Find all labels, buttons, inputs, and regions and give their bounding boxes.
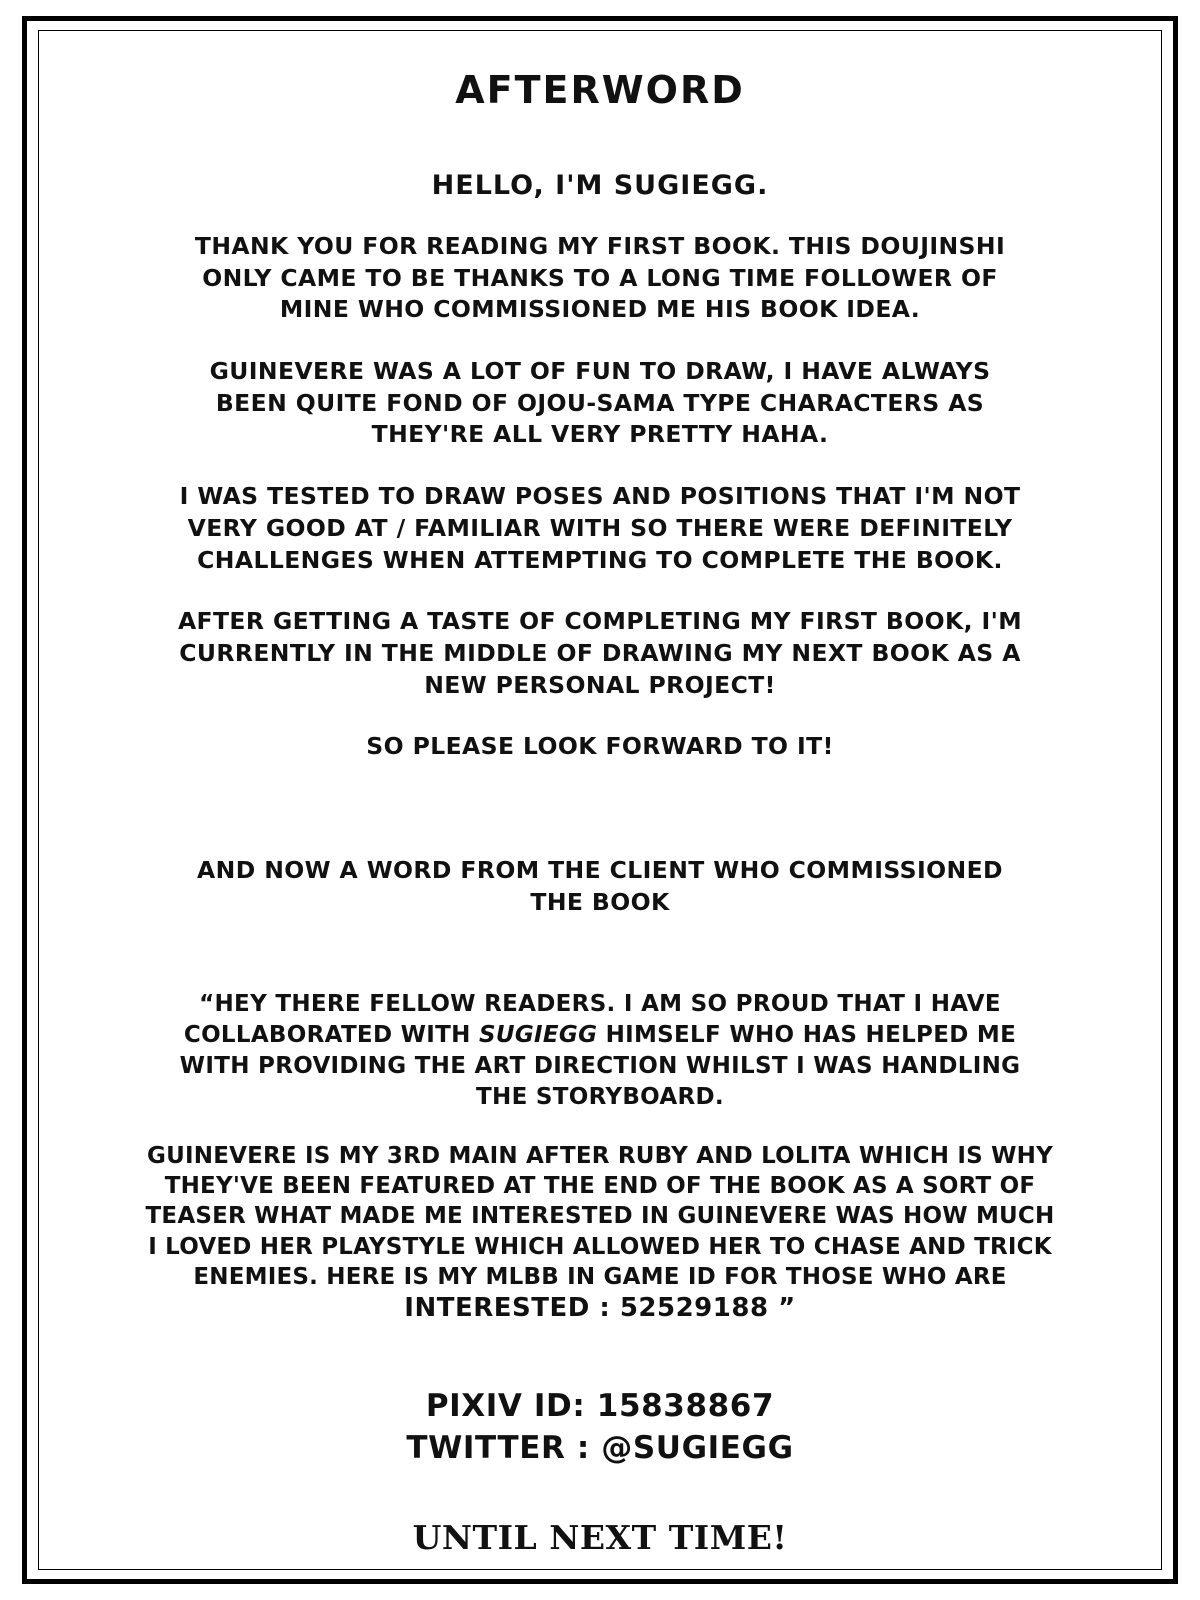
client-game-id-line: INTERESTED : 52529188 ” bbox=[404, 1292, 796, 1323]
twitter-handle-line: TWITTER : @SUGIEGG bbox=[406, 1430, 794, 1467]
pixiv-id-line: PIXIV ID: 15838867 bbox=[425, 1387, 775, 1424]
afterword-content bbox=[60, 48, 1140, 1557]
paragraph-5: SO PLEASE LOOK FORWARD TO IT! bbox=[366, 732, 834, 761]
client-quote-artist-name: SUGIEGG bbox=[479, 1021, 598, 1048]
section-spacer-1 bbox=[120, 763, 1080, 855]
client-intro: AND NOW A WORD FROM THE CLIENT WHO COMMISSIONED THE BOOK bbox=[197, 856, 1003, 916]
paragraph-1: THANK YOU FOR READING MY FIRST BOOK. THIS DOUJINSHI ONLY CAME TO BE THANKS TO A LONG TIME FOLLOWER OF MINE WHO COMMISSIONED ME HIS BOOK IDEA. bbox=[194, 231, 1006, 324]
contact-block bbox=[120, 1385, 1080, 1471]
page-title: AFTERWORD bbox=[455, 68, 745, 112]
greeting-line: HELLO, I'M SUGIEGG. bbox=[431, 169, 769, 201]
paragraph-2: GUINEVERE WAS A LOT OF FUN TO DRAW, I HAVE ALWAYS BEEN QUITE FOND OF OJOU-SAMA TYPE CHARACTERS AS THEY'RE ALL VERY PRETTY HAHA. bbox=[209, 356, 991, 449]
section-spacer-2 bbox=[120, 919, 1080, 989]
client-quote-text-before: “HEY THERE FELLOW READERS. I AM SO PROUD THAT I HAVE COLLABORATED WITH bbox=[183, 990, 1001, 1048]
paragraph-4: AFTER GETTING A TASTE OF COMPLETING MY FIRST BOOK, I'M CURRENTLY IN THE MIDDLE OF DRAWING MY NEXT BOOK AS A NEW PERSONAL PROJECT! bbox=[177, 607, 1023, 699]
signoff-line: UNTIL NEXT TIME! bbox=[412, 1518, 788, 1558]
client-quote-part-2: GUINEVERE IS MY 3RD MAIN AFTER RUBY AND LOLITA WHICH IS WHY THEY'VE BEEN FEATURED AT THE END OF THE BOOK AS A SORT OF TEASER WHAT MADE ME INTERESTED IN GUINEVERE WAS HOW MUCH I LOVED HER PLAYSTYLE WHICH ALLOWED HER TO CHASE AND TRICK ENEMIES. HERE IS MY MLBB IN GAME ID FOR THOSE WHO ARE bbox=[145, 1142, 1055, 1291]
client-quote-text-after: HIMSELF WHO HAS HELPED ME WITH PROVIDING THE ART DIRECTION WHILST I WAS HANDLING THE STORYBOARD. bbox=[179, 1021, 1021, 1110]
paragraph-3: I WAS TESTED TO DRAW POSES AND POSITIONS THAT I'M NOT VERY GOOD AT / FAMILIAR WITH SO THERE WERE DEFINITELY CHALLENGES WHEN ATTEMPTING TO COMPLETE THE BOOK. bbox=[179, 482, 1021, 574]
client-quote-part-1 bbox=[150, 989, 1050, 1113]
